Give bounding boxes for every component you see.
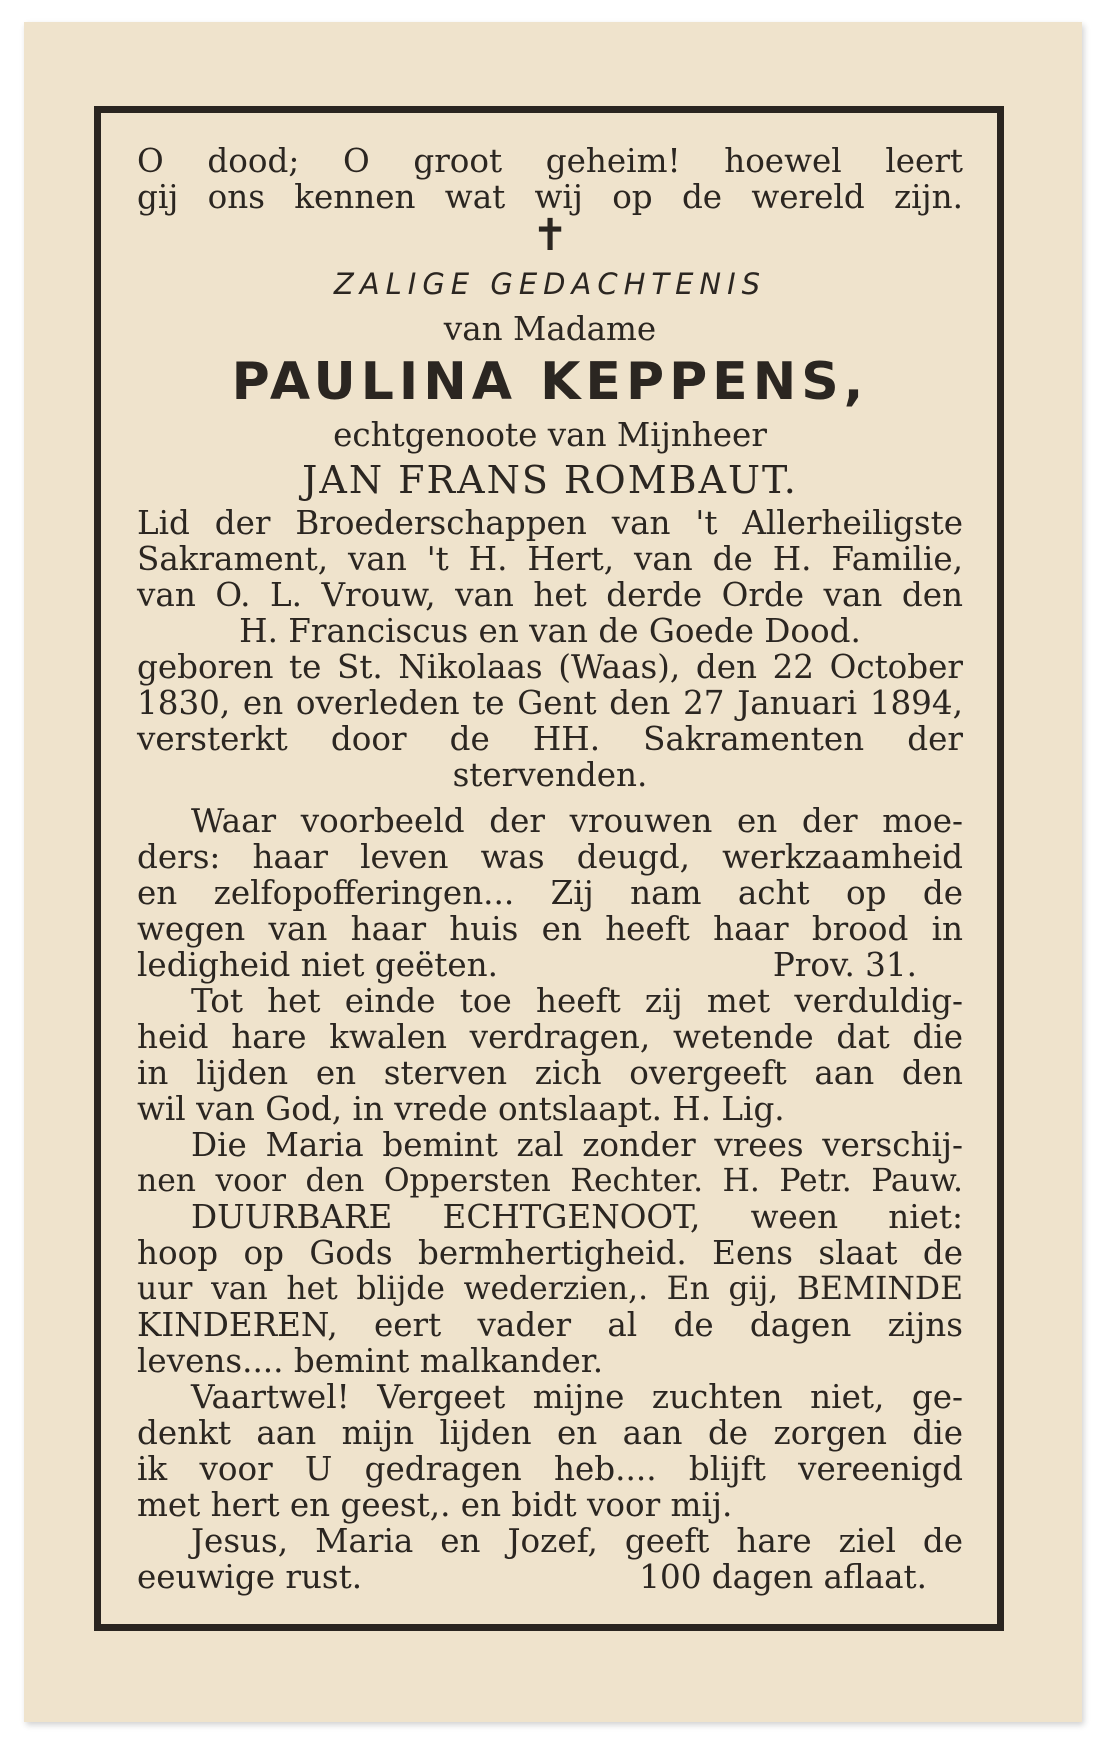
biography-line: van O. L. Vrouw, van het derde Orde van den xyxy=(137,576,963,614)
intro-line: van Madame xyxy=(443,310,657,348)
verse-line: wil van God, in vrede ontslaapt. H. Lig. xyxy=(137,1090,785,1128)
verse-line: Jesus, Maria en Jozef, geeft hare ziel de xyxy=(191,1522,963,1560)
memorial-card xyxy=(24,22,1082,1722)
heading: ZALIGE GEDACHTENIS xyxy=(333,267,767,301)
verse-line xyxy=(137,947,963,983)
verse-line: hoop op Gods bermhertigheid. Eens slaat de xyxy=(137,1234,963,1272)
verse-line: Waar voorbeeld der vrouwen en der moe- xyxy=(191,802,963,840)
biography-line: stervenden. xyxy=(452,756,648,794)
biography-line: Lid der Broederschappen van 't Allerheiligste xyxy=(137,504,963,542)
verse-text: eeuwige rust. xyxy=(137,1558,363,1596)
biography-line: Sakrament, van 't H. Hert, van de H. Familie, xyxy=(137,540,963,578)
scripture-reference: Prov. 31. xyxy=(772,946,917,984)
biography-line: versterkt door de HH. Sakramenten der xyxy=(137,720,963,758)
verse-line: wegen van haar huis en heeft haar brood in xyxy=(137,910,963,948)
verse-line: Die Maria bemint zal zonder vrees verschij- xyxy=(191,1126,963,1164)
verse-text: ledigheid niet geëten. xyxy=(137,946,498,984)
mourning-border xyxy=(94,106,1004,1631)
indulgence-note: 100 dagen aflaat. xyxy=(639,1558,927,1596)
spouse-name: JAN FRANS ROMBAUT. xyxy=(302,458,798,502)
verse-line: en zelfopofferingen... Zij nam acht op de xyxy=(137,874,963,912)
verse-line: levens.... bemint malkander. xyxy=(137,1342,604,1380)
biography-line: geboren te St. Nikolaas (Waas), den 22 October xyxy=(137,648,963,686)
verse-line: Tot het einde toe heeft zij met verduldig- xyxy=(191,982,963,1020)
verse-line: uur van het blijde wederzien,. En gij, BEMINDE xyxy=(137,1271,963,1307)
cross-icon: ✝ xyxy=(531,210,569,261)
verse-line: in lijden en sterven zich overgeeft aan den xyxy=(137,1054,963,1092)
card-text xyxy=(137,143,963,1604)
biography-line: H. Franciscus en van de Goede Dood. xyxy=(239,612,861,650)
verse-line: Vaartwel! Vergeet mijne zuchten niet, ge- xyxy=(191,1378,963,1416)
verse-line: nen voor den Oppersten Rechter. H. Petr. Pauw. xyxy=(137,1163,963,1199)
verse-line: ik voor U gedragen heb.... blijft vereenigd xyxy=(137,1450,963,1488)
deceased-name: PAULINA KEPPENS, xyxy=(231,352,869,412)
verse-line: KINDEREN, eert vader al de dagen zijns xyxy=(137,1306,963,1344)
verse-line: ders: haar leven was deugd, werkzaamheid xyxy=(137,838,963,876)
verse-line: met hert en geest,. en bidt voor mij. xyxy=(137,1486,733,1524)
verse-line: denkt aan mijn lijden en aan de zorgen die xyxy=(137,1414,963,1452)
epigraph-line: gij ons kennen wat wij op de wereld zijn. xyxy=(137,178,963,216)
epigraph-line: O dood; O groot geheim! hoewel leert xyxy=(137,142,963,180)
verse-line xyxy=(137,1559,963,1595)
verse-line: DUURBARE ECHTGENOOT, ween niet: xyxy=(191,1198,963,1236)
verse-line: heid hare kwalen verdragen, wetende dat die xyxy=(137,1018,963,1056)
spouse-intro: echtgenoote van Mijnheer xyxy=(333,416,767,454)
biography-line: 1830, en overleden te Gent den 27 Januari 1894, xyxy=(137,684,963,722)
